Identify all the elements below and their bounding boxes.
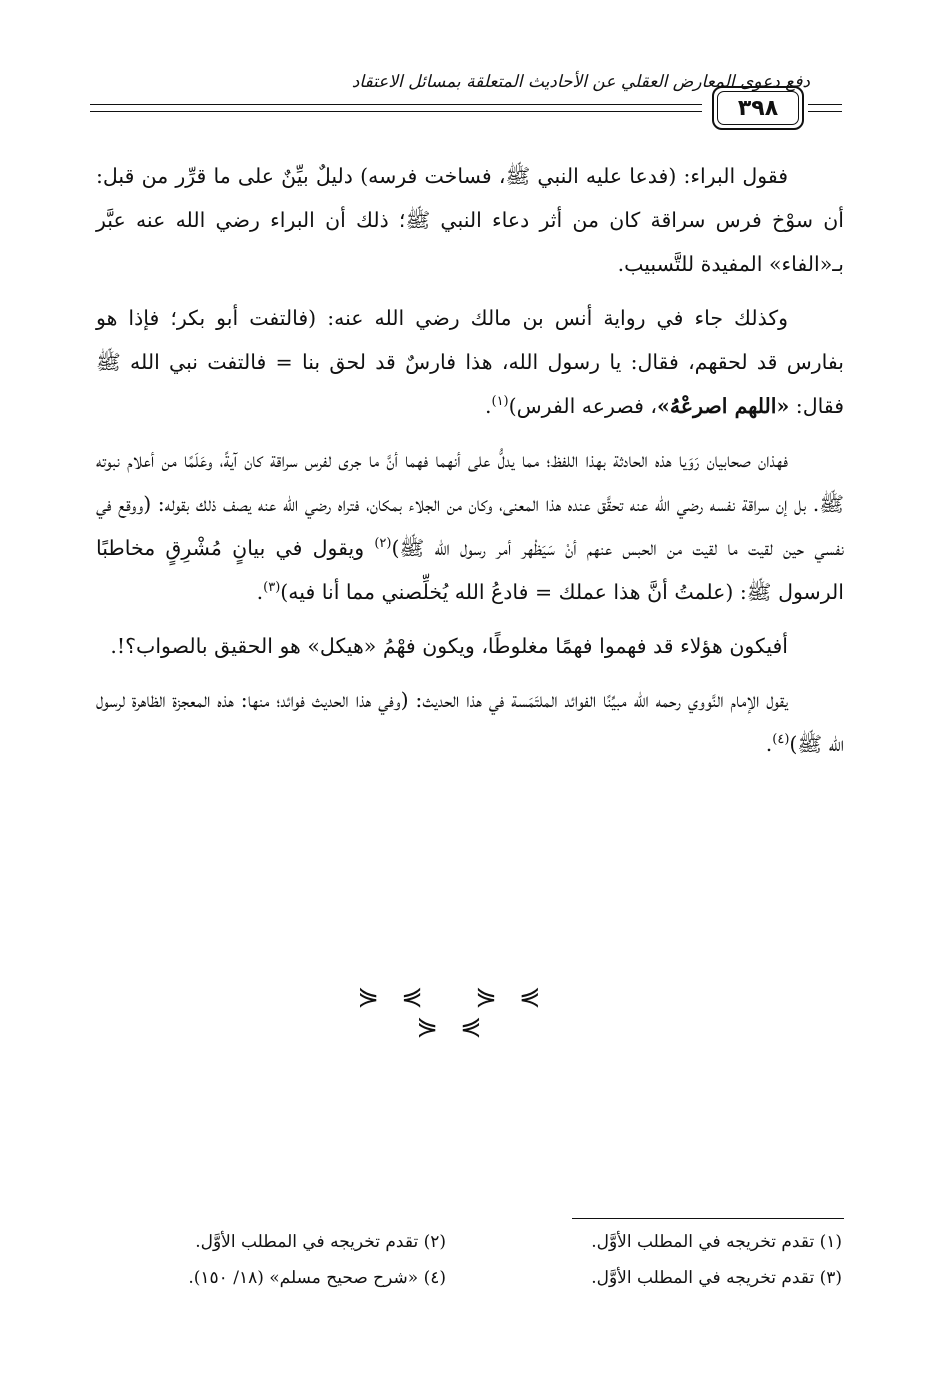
footnote-ref-1[interactable]: (١) — [491, 394, 509, 410]
paragraph-2: وكذلك جاء في رواية أنس بن مالك رضي الله عنه: (فالتفت أبو بكر؛ فإذا هو بفارس قد لحقهم، فقال: يا رسول الله، هذا فارسٌ قد لحق بنا = فالتفت نبي الله ﷺ فقال: «اللهم اصرعْهُ»، فصرعه الفرس)$^{(١)}$. — [96, 306, 844, 418]
paragraph-3-text: فهذان صحابيان رَوَيا هذه الحادثة بهذا اللفظ؛ مما يدلُّ على أنهما فهما أنَّ ما جرى لفرس سراقة كان آيةً، وعَلَمًا من أعلام نبوته ﷺ. بل إن سراقة نفسه رضي الله عنه تحقَّق عنده هذا المعنى، وكان من الجلاء بمكان، فتراه رضي الله عنه يصف ذلك بقوله: (ووقع في نفسي حين لقيت ما لقيت من الحبس عنهم أنْ سَيَظْهر أمر رسول الله ﷺ) — [96, 448, 844, 560]
running-header-title: دفع دعوى المعارض العقلي عن الأحاديث المتعلقة بمسائل الاعتقاد — [351, 72, 810, 92]
paragraph-1: فقول البراء: (فدعا عليه النبي ﷺ، فساخت فرسه) دليلٌ بيِّنٌ على ما قرِّر من قبل: أن سوْخ فرس سراقة كان من أثر دعاء النبي ﷺ؛ ذلك أن البراء رضي الله عنه عبَّر بـ«الفاء» المفيدة للتَّسبيب. — [96, 164, 844, 276]
paragraph-4: أفيكون هؤلاء قد فهموا فهمًا مغلوطًا، ويكون فهْمُ «هيكل» هو الحقيق بالصواب؟!. — [110, 634, 788, 658]
footnote-ref-2[interactable]: (٢) — [374, 536, 392, 552]
footnote-3: (٣) تقدم تخريجه في المطلب الأوَّل. — [591, 1268, 842, 1288]
page-number-box — [712, 86, 804, 130]
paragraph-5: يقول الإمام النَّووي رحمه الله مبيِّنًا الفوائد الملتَمَسة في هذا الحديث: (وفي هذا الحديث فوائد؛ منها: هذه المعجزة الظاهرة لرسول الله ﷺ)$^{(٤)}$. — [96, 688, 844, 756]
footnote-4: (٤) «شرح صحيح مسلم» (١٨/ ١٥٠). — [188, 1268, 446, 1288]
header-rule — [90, 104, 702, 105]
main-text — [96, 154, 844, 776]
header-rule — [808, 111, 842, 112]
footnote-1: (١) تقدم تخريجه في المطلب الأوَّل. — [591, 1232, 842, 1252]
section-ornament: ⋟⋞ ⋟⋞ ⋟⋞ — [357, 982, 563, 1042]
header-rule — [808, 104, 842, 105]
footnote-2: (٢) تقدم تخريجه في المطلب الأوَّل. — [195, 1232, 446, 1252]
header-rule — [90, 111, 702, 112]
page-number: ٣٩٨ — [737, 95, 779, 121]
footnote-ref-4[interactable]: (٤) — [772, 732, 790, 748]
footnote-separator — [572, 1218, 844, 1219]
paragraph-2-text: وكذلك جاء في رواية أنس بن مالك رضي الله عنه: (فالتفت أبو بكر؛ فإذا هو بفارس قد لحقهم، فقال: يا رسول الله، هذا فارسٌ قد لحق بنا = فالتفت نبي الله ﷺ فقال: — [96, 306, 844, 418]
footnote-ref-3[interactable]: (٣) — [263, 580, 281, 596]
bold-quote: «اللهم اصرعْهُ» — [657, 394, 790, 418]
paragraph-3-text-end: ويقول في بيانٍ مُشْرِقٍ مخاطبًا الرسول ﷺ: (علمتُ أنَّ هذا عملك = فادعُ الله يُخلِّصني مما أنا فيه) — [96, 536, 844, 604]
paragraph-2-text-end: ، فصرعه الفرس) — [508, 394, 658, 418]
paragraph-5-text: يقول الإمام النَّووي رحمه الله مبيِّنًا الفوائد الملتَمَسة في هذا الحديث: (وفي هذا الحديث فوائد؛ منها: هذه المعجزة الظاهرة لرسول الله ﷺ) — [96, 688, 844, 756]
paragraph-3: فهذان صحابيان رَوَيا هذه الحادثة بهذا اللفظ؛ مما يدلُّ على أنهما فهما أنَّ ما جرى لفرس سراقة كان آيةً، وعَلَمًا من أعلام نبوته ﷺ. بل إن سراقة نفسه رضي الله عنه تحقَّق عنده هذا المعنى، وكان من الجلاء بمكان، فتراه رضي الله عنه يصف ذلك بقوله: (ووقع في نفسي حين لقيت ما لقيت من الحبس عنهم أنْ سَيَظْهر أمر رسول الله ﷺ)$^{(٢)}$ ويقول في بيانٍ مُشْرِقٍ مخاطبًا الرسول ﷺ: (علمتُ أنَّ هذا عملك = فادعُ الله يُخلِّصني مما أنا فيه)$^{(٣)}$. — [96, 448, 844, 604]
